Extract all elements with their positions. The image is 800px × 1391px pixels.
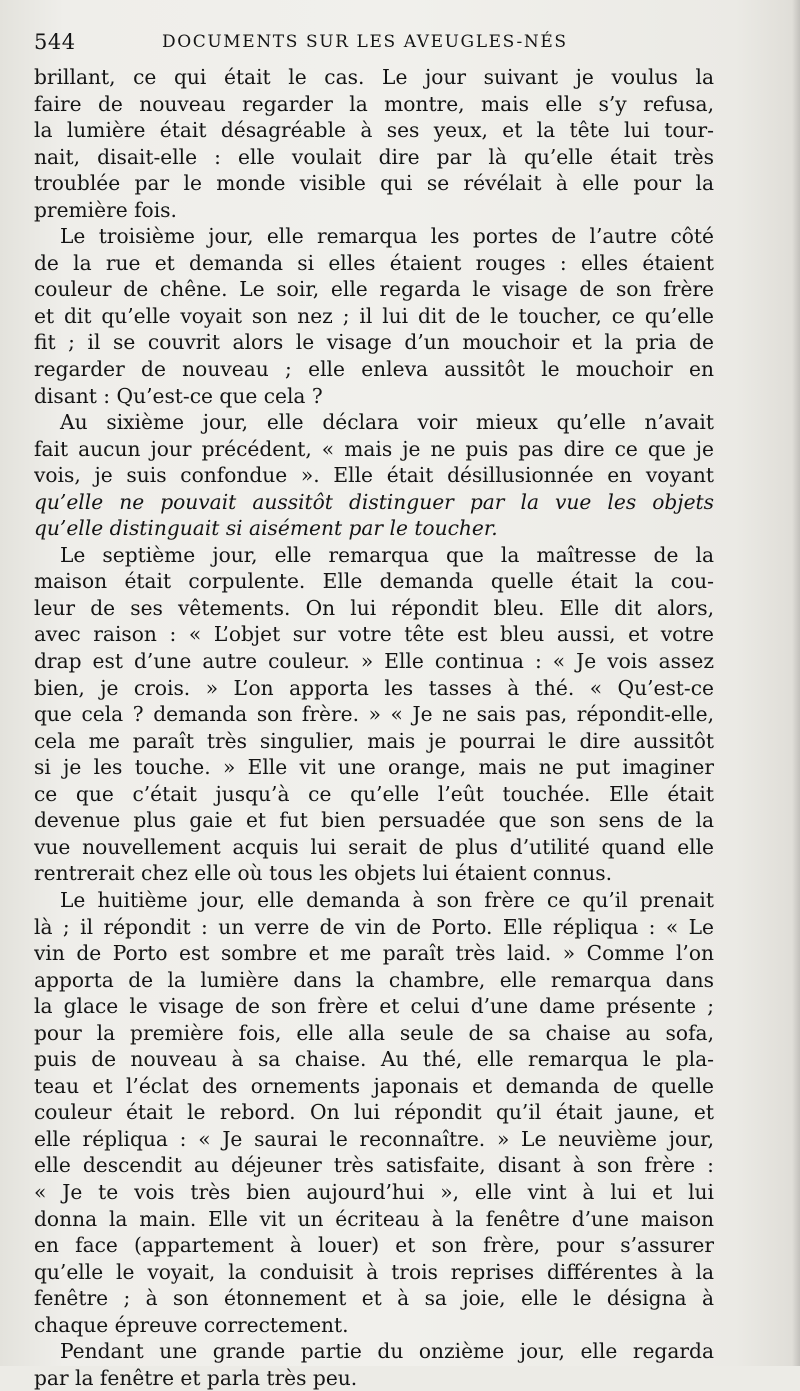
- text-line: bien, je crois. » L’on apporta les tasses à thé. « Qu’est-ce: [34, 675, 714, 700]
- text-line: chaque épreuve correctement.: [34, 1312, 349, 1337]
- text-line: en face (appartement à louer) et son frère, pour s’assurer: [34, 1233, 714, 1258]
- text-line: et dit qu’elle voyait son nez ; il lui dit de le toucher, ce qu’elle: [34, 303, 714, 328]
- page-edge-shadow: [792, 0, 800, 1366]
- text-line: Le huitième jour, elle demanda à son frère ce qu’il prenait: [60, 887, 714, 912]
- text-line: vin de Porto est sombre et me paraît très laid. » Comme l’on: [34, 941, 714, 966]
- text-line: troublée par le monde visible qui se révélait à elle pour la: [34, 171, 714, 196]
- text-line: couleur était le rebord. On lui répondit qu’il était jaune, et: [34, 1100, 714, 1125]
- text-line: nait, disait-elle : elle voulait dire par là qu’elle était très: [34, 144, 714, 169]
- text-line: vois, je suis confondue ». Elle était désillusionnée en voyant: [34, 463, 714, 488]
- text-line: ce que c’était jusqu’à ce qu’elle l’eût touchée. Elle était: [34, 781, 714, 806]
- text-line: elle répliqua : « Je saurai le reconnaître. » Le neuvième jour,: [34, 1126, 714, 1151]
- page-header: [34, 30, 714, 60]
- text-line: là ; il répondit : un verre de vin de Porto. Elle répliqua : « Le: [34, 914, 714, 939]
- running-title: DOCUMENTS SUR LES AVEUGLES-NÉS: [162, 32, 568, 52]
- text-line: brillant, ce qui était le cas. Le jour suivant je voulus la: [34, 65, 714, 89]
- text-line: Pendant une grande partie du onzième jour, elle regarda: [60, 1339, 714, 1364]
- text-line: faire de nouveau regarder la montre, mais elle s’y refusa,: [34, 91, 714, 116]
- text-line: première fois.: [34, 197, 177, 222]
- text-line-italic: qu’elle distinguait si aisément par le toucher.: [34, 516, 498, 541]
- page-number: 544: [34, 30, 76, 54]
- text-line: cela me paraît très singulier, mais je pourrai le dire aussitôt: [34, 728, 714, 753]
- text-line: Le troisième jour, elle remarqua les portes de l’autre côté: [60, 224, 714, 249]
- text-line: donna la main. Elle vit un écriteau à la fenêtre d’une maison: [34, 1206, 714, 1231]
- text-line: pour la première fois, elle alla seule de sa chaise au sofa,: [34, 1020, 714, 1045]
- text-line: que cela ? demanda son frère. » « Je ne sais pas, répondit-elle,: [34, 702, 714, 727]
- text-line: par la fenêtre et parla très peu.: [34, 1365, 358, 1390]
- text-line: devenue plus gaie et fut bien persuadée que son sens de la: [34, 808, 714, 833]
- text-line: vue nouvellement acquis lui serait de plus d’utilité quand elle: [34, 834, 714, 859]
- text-line: Au sixième jour, elle déclara voir mieux qu’elle n’avait: [60, 410, 714, 435]
- text-line: elle descendit au déjeuner très satisfaite, disant à son frère :: [34, 1153, 714, 1178]
- text-line: « Je te vois très bien aujourd’hui », elle vint à lui et lui: [34, 1179, 714, 1204]
- text-line: la glace le visage de son frère et celui d’une dame présente ;: [34, 994, 714, 1019]
- text-line: regarder de nouveau ; elle enleva aussitôt le mouchoir en: [34, 357, 714, 382]
- text-line: maison était corpulente. Elle demanda quelle était la cou-: [34, 569, 714, 594]
- text-line: si je les touche. » Elle vit une orange, mais ne put imaginer: [34, 755, 714, 780]
- text-line: avec raison : « L’objet sur votre tête est bleu aussi, et votre: [34, 622, 714, 647]
- text-line: la lumière était désagréable à ses yeux, et la tête lui tour-: [34, 118, 714, 143]
- text-line: puis de nouveau à sa chaise. Au thé, elle remarqua le pla-: [34, 1047, 714, 1072]
- text-line: fit ; il se couvrit alors le visage d’un mouchoir et la pria de: [34, 330, 714, 355]
- text-line: teau et l’éclat des ornements japonais et demanda de quelle: [34, 1073, 714, 1098]
- text-line: leur de ses vêtements. On lui répondit bleu. Elle dit alors,: [34, 595, 714, 620]
- text-line: rentrerait chez elle où tous les objets lui étaient connus.: [34, 861, 613, 886]
- text-line: qu’elle le voyait, la conduisit à trois reprises différentes à la: [34, 1259, 714, 1284]
- text-line: de la rue et demanda si elles étaient rouges : elles étaient: [34, 250, 714, 275]
- text-line: fait aucun jour précédent, « mais je ne puis pas dire ce que je: [34, 436, 714, 461]
- text-line: drap est d’une autre couleur. » Elle continua : « Je vois assez: [34, 649, 714, 674]
- text-line: fenêtre ; à son étonnement et à sa joie, elle le désigna à: [34, 1286, 714, 1311]
- text-line: apporta de la lumière dans la chambre, elle remarqua dans: [34, 967, 714, 992]
- text-line: couleur de chêne. Le soir, elle regarda le visage de son frère: [34, 277, 714, 302]
- text-line-italic: qu’elle ne pouvait aussitôt distinguer par la vue les objets: [34, 489, 714, 514]
- text-line: disant : Qu’est-ce que cela ?: [34, 383, 323, 408]
- text-line: Le septième jour, elle remarqua que la maîtresse de la: [60, 542, 714, 567]
- body-text: [34, 64, 714, 1391]
